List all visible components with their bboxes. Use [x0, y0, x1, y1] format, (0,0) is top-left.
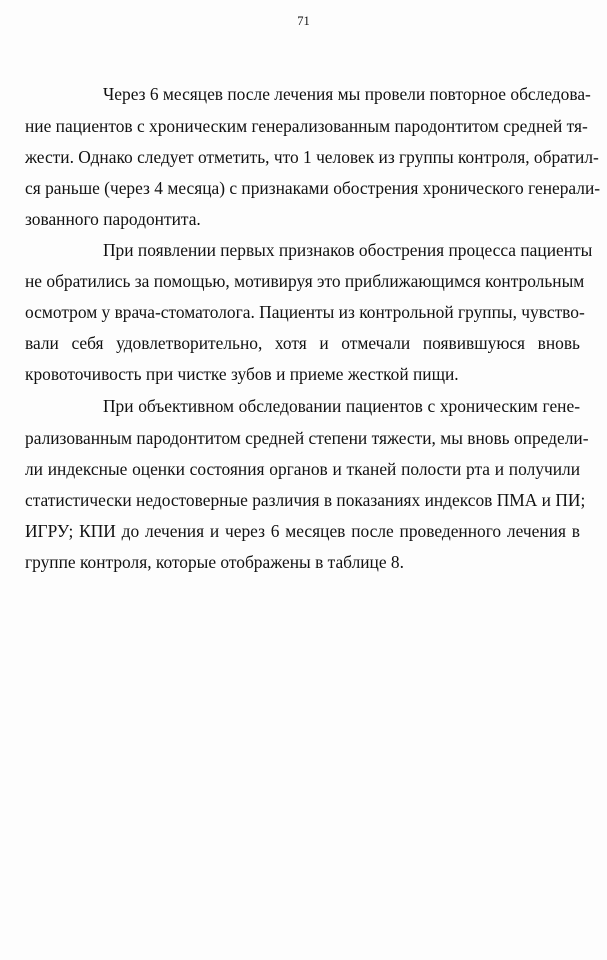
- paragraph-1-line-5: зованного пародонтита.: [25, 209, 201, 229]
- paragraph-2-line-4: вали себя удовлетворительно, хотя и отмечали появившуюся вновь: [25, 333, 580, 353]
- paragraph-3-line-4: статистически недостоверные различия в показаниях индексов ПМА и ПИ;: [25, 490, 586, 510]
- paragraph-1-line-1: Через 6 месяцев после лечения мы провели повторное обследова-: [103, 84, 591, 104]
- paragraph-2-line-1: При появлении первых признаков обострения процесса пациенты: [103, 240, 593, 260]
- paragraph-1-line-3: жести. Однако следует отметить, что 1 человек из группы контроля, обратил-: [25, 147, 599, 167]
- paragraph-2-line-5: кровоточивость при чистке зубов и приеме жесткой пищи.: [25, 364, 459, 384]
- paragraph-3-line-6: группе контроля, которые отображены в таблице 8.: [25, 552, 404, 572]
- page-number: 71: [297, 14, 310, 28]
- paragraph-1-line-2: ние пациентов с хроническим генерализованным пародонтитом средней тя-: [25, 116, 588, 136]
- paragraph-3-line-1: При объективном обследовании пациентов с хроническим гене-: [103, 396, 580, 416]
- paragraph-2-line-3: осмотром у врача-стоматолога. Пациенты из контрольной группы, чувство-: [25, 302, 585, 322]
- paragraph-1-line-4: ся раньше (через 4 месяца) с признаками обострения хронического генерали-: [25, 178, 601, 198]
- paragraph-3-line-3: ли индексные оценки состояния органов и тканей полости рта и получили: [25, 459, 580, 479]
- paragraph-3-line-5: ИГРУ; КПИ до лечения и через 6 месяцев после проведенного лечения в: [25, 521, 580, 541]
- paragraph-3-line-2: рализованным пародонтитом средней степени тяжести, мы вновь определи-: [25, 428, 589, 448]
- paragraph-2-line-2: не обратились за помощью, мотивируя это приближающимся контрольным: [25, 271, 585, 291]
